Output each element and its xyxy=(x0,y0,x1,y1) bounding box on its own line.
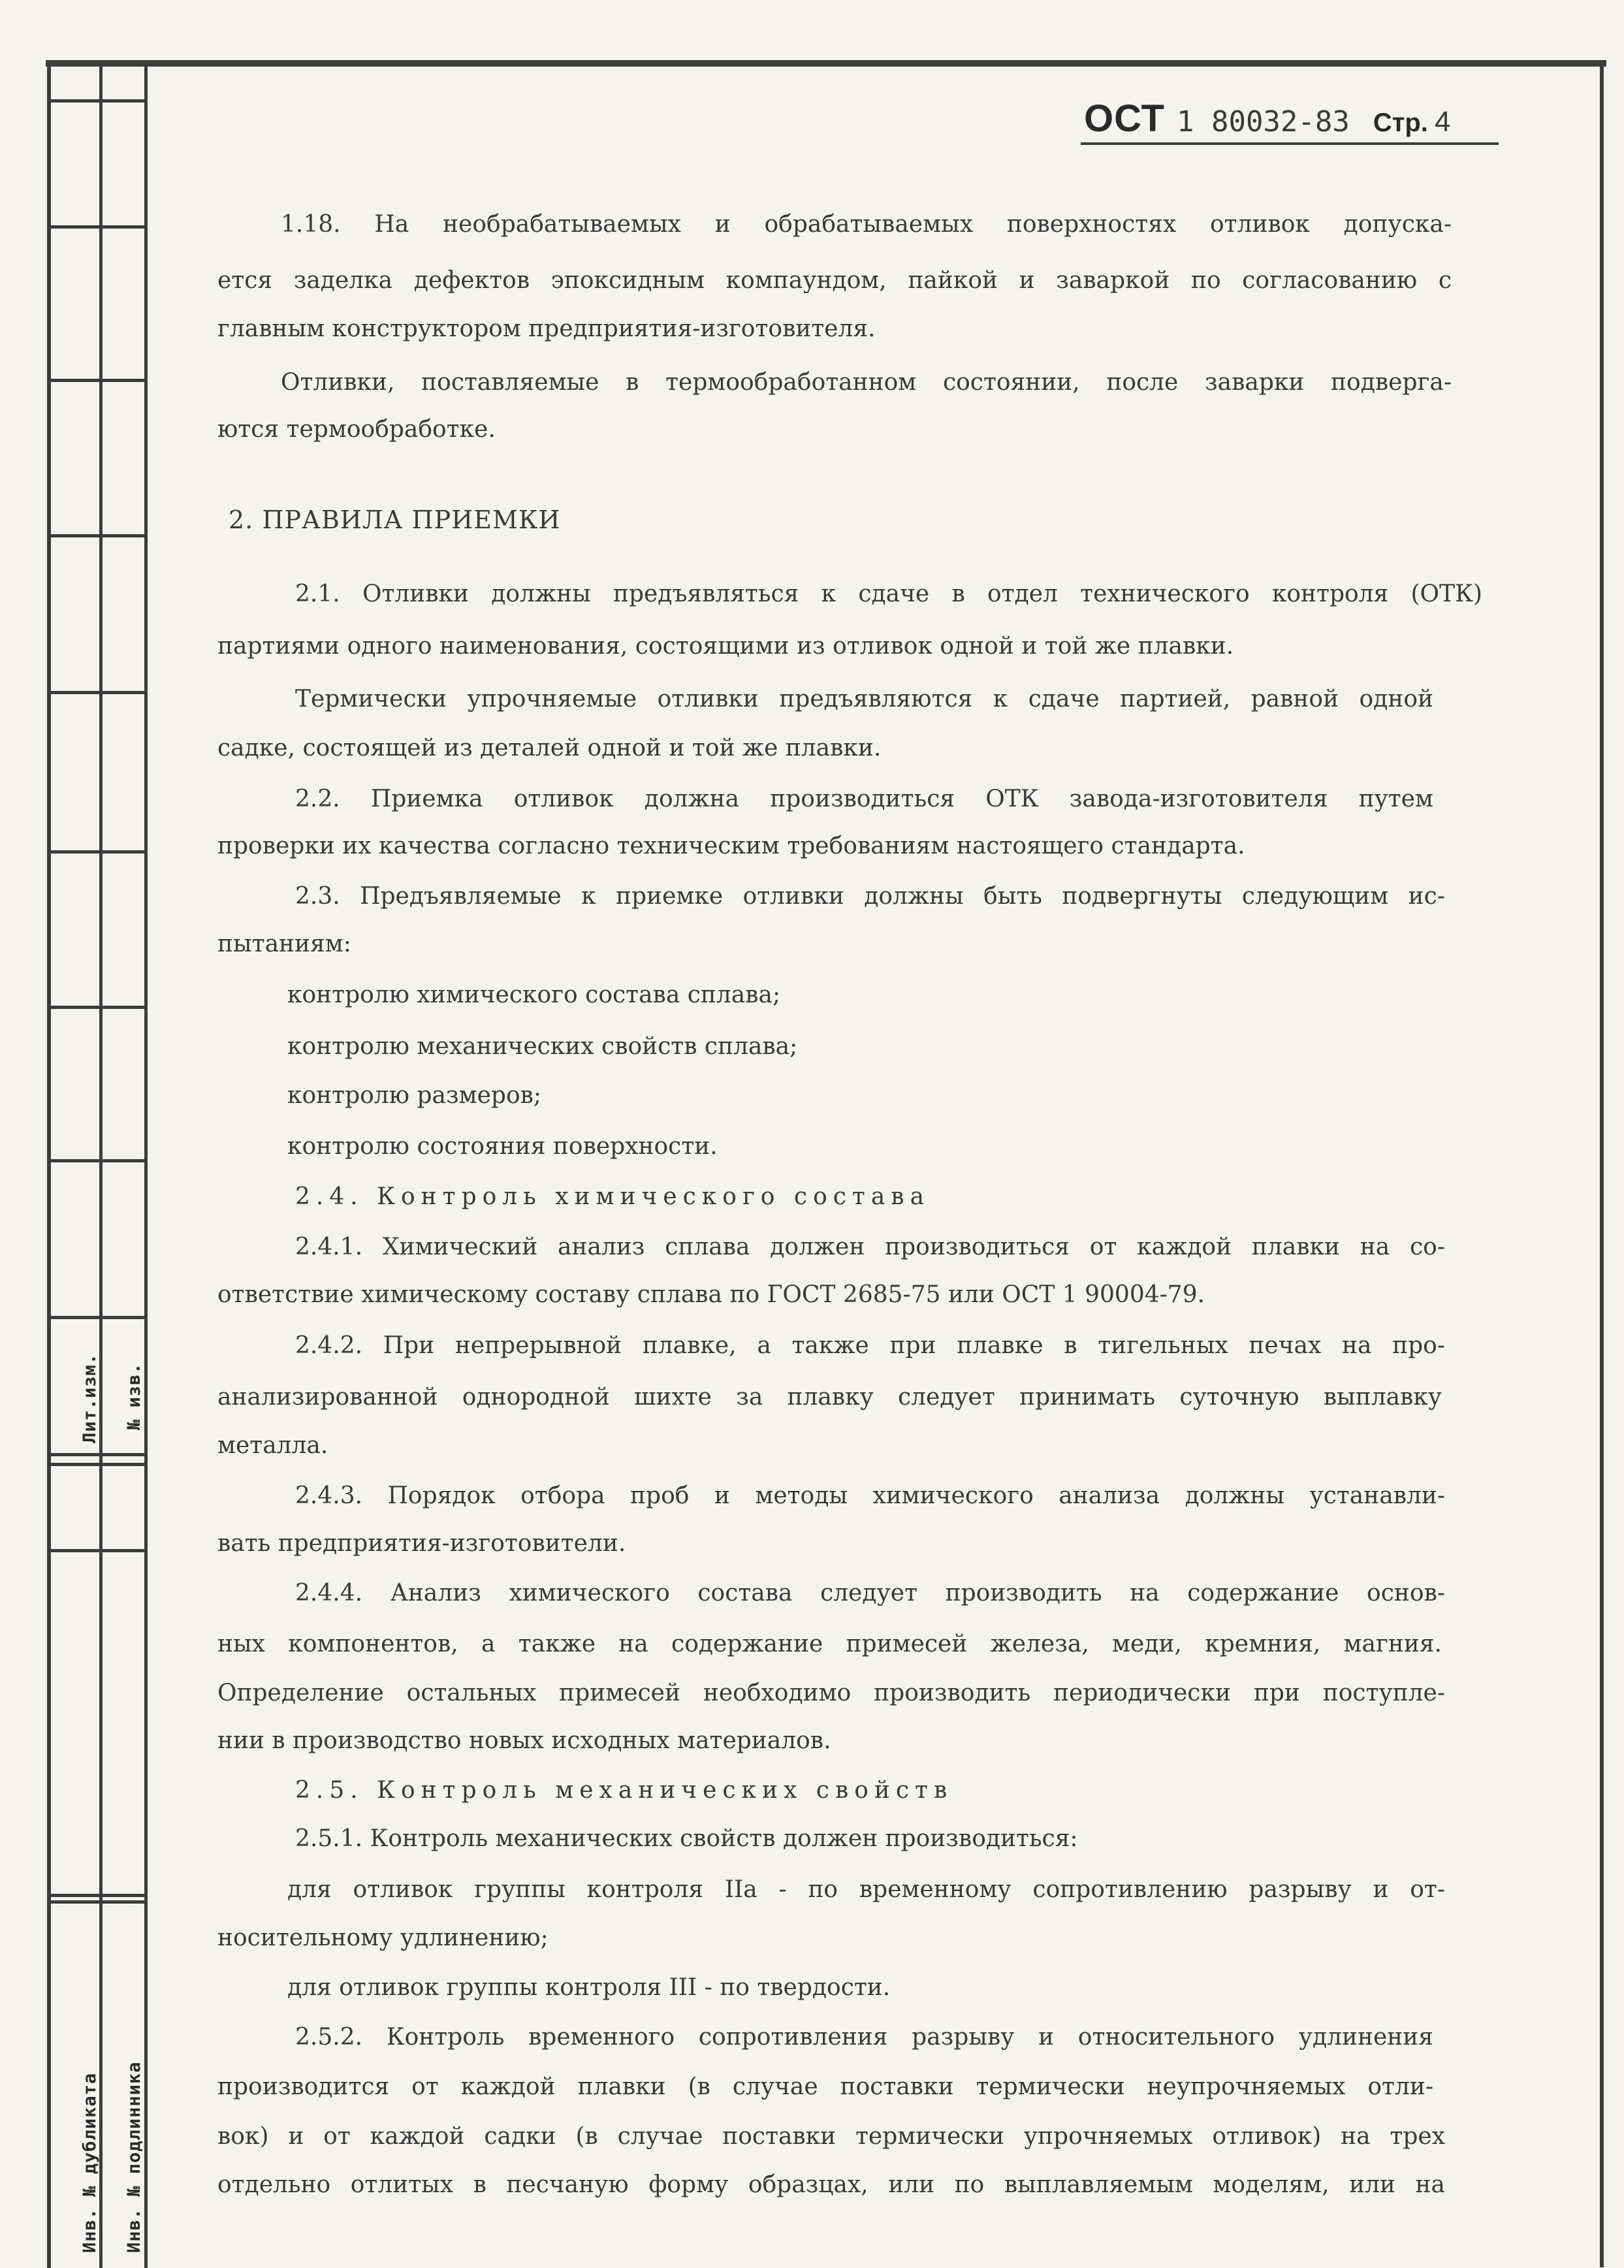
text-line: для отливок группы контроля III - по твердости. xyxy=(287,1974,891,2001)
page-label: Стр. xyxy=(1373,108,1428,137)
sidebar-divider-2 xyxy=(144,60,148,2268)
text-line: главным конструктором предприятия-изготовителя. xyxy=(217,315,876,342)
sidebar-row-line xyxy=(47,1316,145,1319)
sidebar-row-line xyxy=(47,225,145,229)
text-line: 2.4.3. Порядок отбора проб и методы химического анализа должны устанавли- xyxy=(295,1482,1445,1509)
header-underline xyxy=(1081,142,1499,145)
text-line: Отливки, поставляемые в термообработанном состоянии, после заварки подверга- xyxy=(281,369,1452,396)
subsection-heading: 2.4. Контроль химического состава xyxy=(295,1183,931,1210)
text-line: садке, состоящей из деталей одной и той же плавки. xyxy=(217,735,882,761)
sidebar-no-izv-label: № изв. xyxy=(124,1362,144,1430)
text-line: нии в производство новых исходных материалов. xyxy=(217,1727,831,1754)
text-line: ется заделка дефектов эпоксидным компаундом, пайкой и заваркой по согласованию с xyxy=(217,267,1452,294)
text-line: 1.18. На необрабатываемых и обрабатываемых поверхностях отливок допуска- xyxy=(281,211,1452,238)
sidebar-row-line xyxy=(47,1549,145,1552)
text-line: 2.4.4. Анализ химического состава следует производить на содержание основ- xyxy=(295,1580,1445,1606)
page-header xyxy=(1084,97,1450,140)
sidebar-lit-izm-label: Лит.изм. xyxy=(80,1352,100,1443)
text-line: контролю размеров; xyxy=(287,1082,542,1109)
text-line: 2.5.1. Контроль механических свойств должен производиться: xyxy=(295,1825,1078,1852)
text-line: носительному удлинению; xyxy=(217,1925,549,1951)
sidebar-inv-podlinnika-label: Инв. № подлинника xyxy=(124,2061,144,2253)
frame-left-border xyxy=(47,60,51,2268)
frame-top-border xyxy=(46,60,1606,67)
text-line: 2.1. Отливки должны предъявляться к сдаче в отдел технического контроля (ОТК) xyxy=(295,581,1482,607)
frame-right-border xyxy=(1600,60,1604,2267)
text-line: вать предприятия-изготовители. xyxy=(217,1530,626,1557)
text-line: 2.2. Приемка отливок должна производиться ОТК завода-изготовителя путем xyxy=(295,786,1433,812)
text-line: ных компонентов, а также на содержание примесей железа, меди, кремния, магния. xyxy=(217,1631,1442,1657)
text-line: контролю состояния поверхности. xyxy=(287,1133,718,1160)
page-number: 4 xyxy=(1434,106,1451,138)
text-line: 2.3. Предъявляемые к приемке отливки должны быть подвергнуты следующим ис- xyxy=(295,883,1445,910)
text-line: контролю химического состава сплава; xyxy=(287,982,781,1008)
text-line: партиями одного наименования, состоящими из отливок одной и той же плавки. xyxy=(217,633,1234,660)
text-line: производится от каждой плавки (в случае поставки термически неупрочняемых отли- xyxy=(217,2073,1433,2100)
sidebar-row-line xyxy=(47,1159,145,1162)
sidebar-row-line xyxy=(47,1006,145,1009)
sidebar-row-line xyxy=(47,534,145,537)
text-line: для отливок группы контроля IIа - по временному сопротивлению разрыву и от- xyxy=(287,1876,1445,1903)
text-line: отдельно отлитых в песчаную форму образцах, или по выплавляемым моделям, или на xyxy=(217,2171,1445,2198)
text-line: 2.4.2. При непрерывной плавке, а также при плавке в тигельных печах на про- xyxy=(295,1332,1445,1359)
text-line: анализированной однородной шихте за плавку следует принимать суточную выплавку xyxy=(217,1384,1442,1411)
text-line: проверки их качества согласно техническим требованиям настоящего стандарта. xyxy=(217,833,1245,859)
text-line: ответствие химическому составу сплава по ГОСТ 2685-75 или ОСТ 1 90004-79. xyxy=(217,1281,1205,1308)
sidebar-row-line xyxy=(47,1894,145,1897)
text-line: Определение остальных примесей необходимо производить периодически при поступле- xyxy=(217,1680,1445,1706)
section-heading: 2. ПРАВИЛА ПРИЕМКИ xyxy=(229,505,561,534)
text-line: 2.4.1. Химический анализ сплава должен производиться от каждой плавки на со- xyxy=(295,1234,1445,1260)
text-line: пытаниям: xyxy=(217,931,351,957)
text-line: Термически упрочняемые отливки предъявляются к сдаче партией, равной одной xyxy=(295,686,1433,712)
sidebar-row-line xyxy=(47,1900,145,1904)
ost-label: ОСТ xyxy=(1084,97,1165,140)
text-line: контролю механических свойств сплава; xyxy=(287,1033,798,1060)
sidebar-divider-1 xyxy=(99,60,103,2268)
subsection-heading: 2.5. Контроль механических свойств xyxy=(295,1777,953,1804)
text-line: вок) и от каждой садки (в случае поставки термически упрочняемых отливок) на трех xyxy=(217,2123,1445,2150)
text-line: металла. xyxy=(217,1432,328,1459)
sidebar-row-line xyxy=(47,99,145,103)
sidebar-row-line xyxy=(47,379,145,382)
sidebar-row-line xyxy=(47,1453,145,1456)
sidebar-inv-dublikata-label: Инв. № дубликата xyxy=(80,2072,100,2253)
sidebar-row-line xyxy=(47,1463,145,1466)
sidebar-row-line xyxy=(47,691,145,694)
doc-number: 1 80032-83 xyxy=(1176,105,1350,138)
sidebar-row-line xyxy=(47,850,145,854)
text-line: 2.5.2. Контроль временного сопротивления разрыву и относительного удлинения xyxy=(295,2024,1433,2051)
text-line: ются термообработке. xyxy=(217,416,496,443)
